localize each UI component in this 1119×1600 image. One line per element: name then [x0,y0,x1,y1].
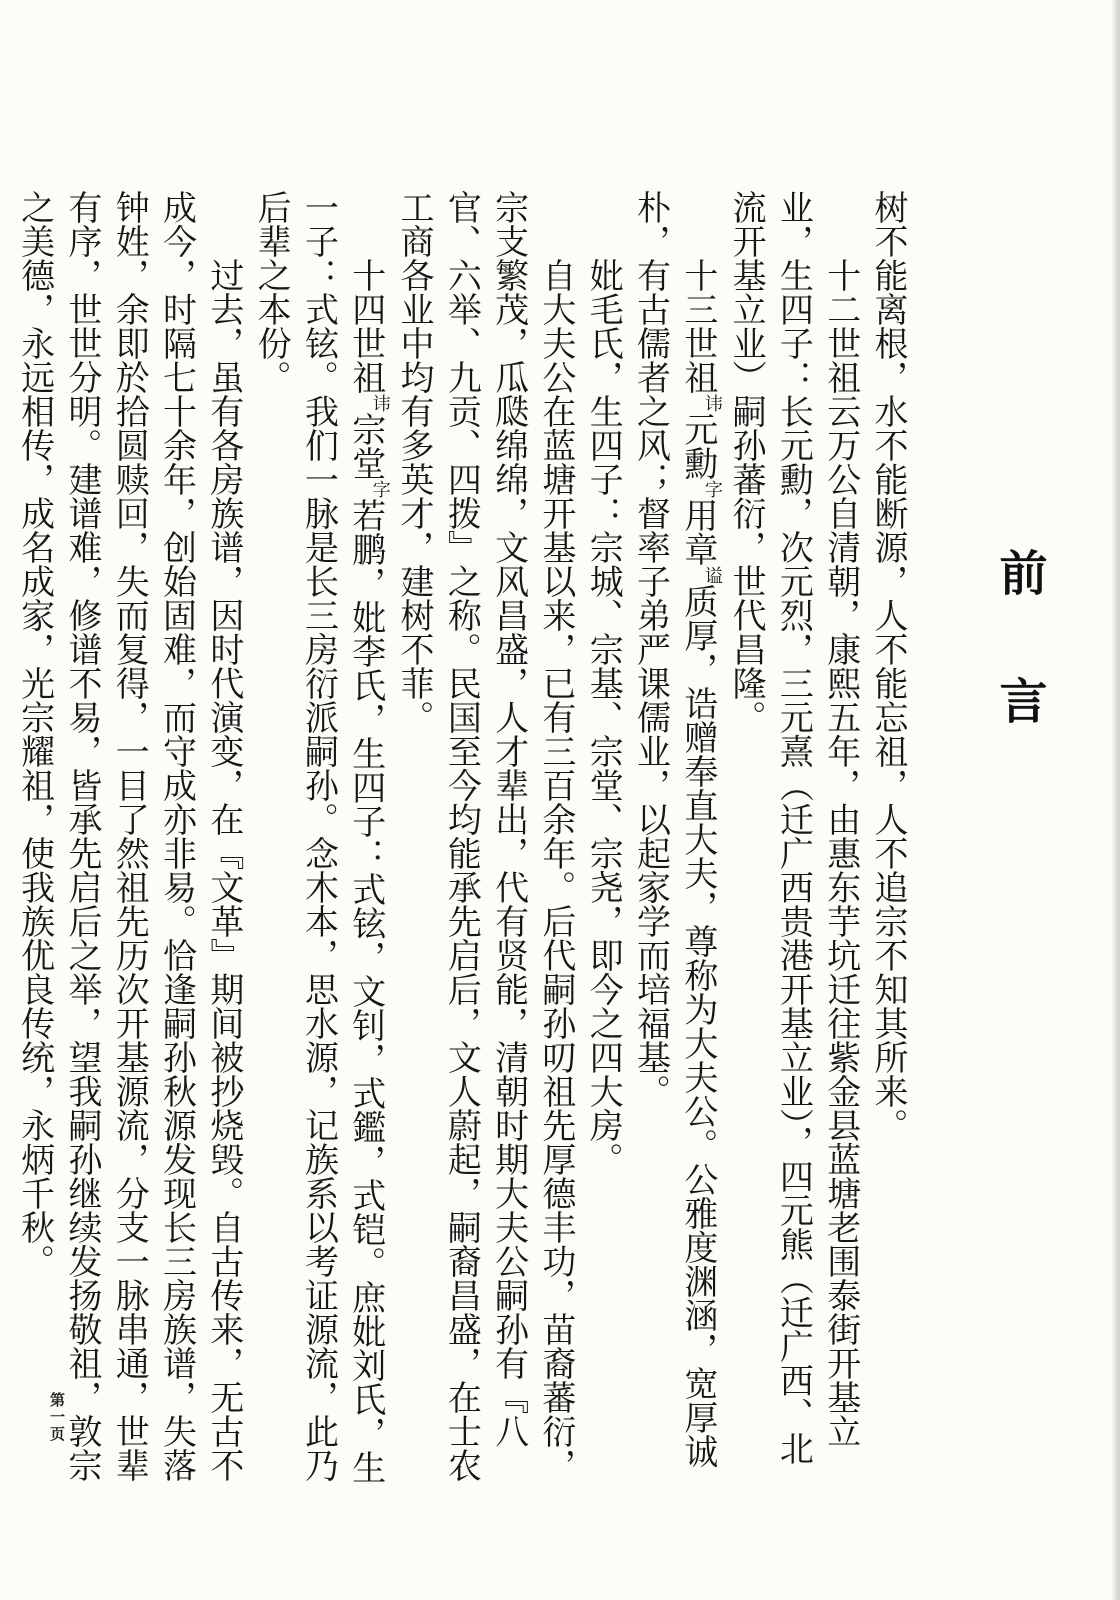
paragraph-4: 妣毛氏，生四子：宗城、宗基、宗堂、宗尧，即今之四大房。 [583,258,624,1176]
paragraph-1: 树不能离根，水不能断源，人不能忘祖，人不追宗不知其所来。 [868,190,908,1142]
page-title: 前言 [991,548,1047,804]
page-number: 第一页 [48,1392,66,1443]
p3-note-zi: 字 [701,480,723,498]
paragraph-6 [247,190,390,1490]
p6-text-c: 若鹏，妣李氏，生四子：式铉，文钊，式鑑，式铠。庶妣刘氏，生一子：式铉。我们一脉是长三房衍派嗣孙。念木本，思水源，记族系以考证源流，此乃后辈之本份。 [251,190,386,1484]
paragraph-7: 过去，虽有各房族谱，因时代演变，在『文革』期间被抄烧毁。自古传来，无古不成今，时隔七十余年，创始固难，而守成亦非易。恰逢嗣孙秋源发现长三房族谱，失落钟姓，余即於拾圆赎回，失而复得，一目了然祖先历次开基源流，分支一脉串通，世辈有序，世世分明。建谱难，修谱不易，皆承先启后之举，望我嗣孙继续发扬敬祖，敦宗之美德，永远相传，成名成家，光宗耀祖，使我族优良传统，永炳千秋。 [14,190,244,1482]
p3-note-hui: 讳 [701,394,723,412]
paragraph-3 [626,190,722,1490]
p6-text-b: 宗堂 [345,412,386,480]
p6-text-a: 十四世祖 [345,258,386,394]
p3-text-a: 十三世祖 [677,258,718,394]
p3-text-d: 质厚，诰赠奉直大夫，尊称为大夫公。公雅度渊涵，宽厚诚朴，有古儒者之风；督率子弟严课儒业，以起家学而培福基。 [630,190,718,1468]
paragraph-2: 十二世祖云万公自清朝，康熙五年，由惠东芋坑迁往紫金县蓝塘老围泰街开基立业，生四子：长元勳，次元烈，三元熹（迁广西贵港开基立业），四元熊（迁广西、北流开基立业）嗣孙蕃衍，世代昌隆。 [726,190,861,1465]
p6-note-hui: 讳 [369,394,391,412]
p3-note-shi: 谥 [701,566,723,584]
page-edge-shadow [1111,0,1119,1600]
p3-text-b: 元勳 [677,412,718,480]
p3-text-c: 用章 [677,498,718,566]
p6-note-zi: 字 [369,480,391,498]
paragraph-5: 自大夫公在蓝塘开基以来，已有三百余年。后代嗣孙叨祖先厚德丰功，苗裔蕃衍，宗支繁茂，瓜瓞绵绵，文风昌盛，人才辈出，代有贤能，清朝时期大夫公嗣孙有『八官、六举、九贡、四拨』之称。民国至今均能承先启后，文人蔚起，嗣裔昌盛，在士农工商各业中均有多英才，建树不菲。 [394,190,576,1482]
